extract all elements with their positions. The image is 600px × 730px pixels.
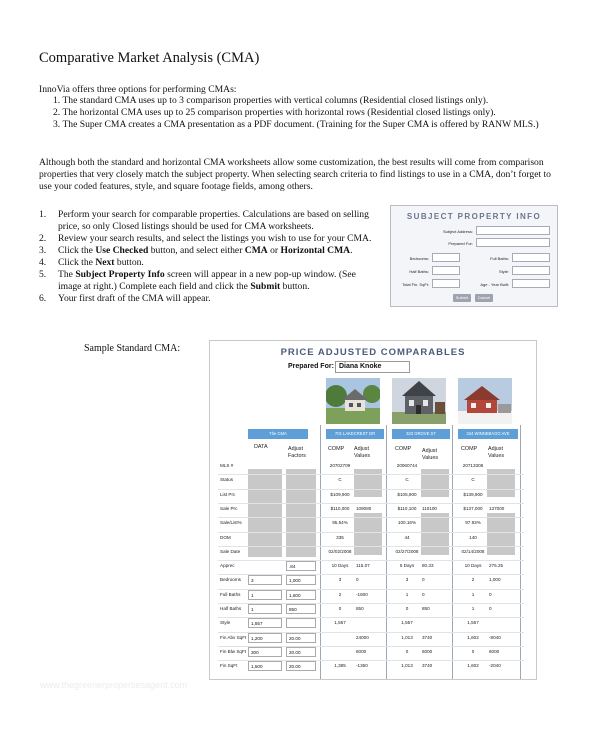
adjust-value: 115.07 [356,563,370,569]
column-header: 701 LAKECREST DR [326,429,384,439]
step-emphasis: Submit [250,281,281,292]
comp-value: 3 [338,577,342,583]
comp-value: $109,900 [330,491,350,497]
step-text: Your first draft of the CMA will appear. [58,293,211,304]
adjust-value: 3740 [422,634,433,640]
field-label: Subject Address: [442,229,473,234]
option-number: 2. [53,107,61,118]
disabled-area [248,469,282,557]
adjust-value: 137000 [489,505,505,511]
field-label: Full Baths: [490,256,509,261]
option-text: The standard CMA uses up to 3 comparison properties with vertical columns (Residential closed listings only). [62,95,489,106]
row-label: MLS # [220,463,234,468]
step-emphasis: Subject Property Info [75,269,165,280]
body-paragraph: Although both the standard and horizontal CMA worksheets allow some customization, the best results will come from comparison properties that very closely match the subject property. When selecting search criteria to find listings to use in a CMA, don’t forget to use your coded features, style, and square footage fields, among others. [39,157,551,192]
comp-value: 3 [405,577,409,583]
field-label: Total Fin. SqFt: [402,282,429,287]
house-photo [392,378,446,424]
comp-value: $137,000 [463,505,483,511]
comp-value: 20702709 [329,463,351,468]
adjust-value: 0 [422,591,425,597]
comparables-header: PRICE ADJUSTED COMPARABLES [280,347,466,358]
adjust-factor-cell[interactable]: 20.00 [286,661,316,671]
option-number: 3. [53,119,61,130]
comp-value: 335 [336,534,344,540]
comp-value: 140 [469,534,477,540]
disabled-area [286,469,316,557]
row-divider [218,532,524,533]
field-label: Half Baths: [409,269,429,274]
subject-data-cell[interactable]: 1,557 [248,618,282,628]
adjust-value: 6000 [489,648,500,654]
row-label: Bedrooms [220,577,241,583]
steps-list [39,209,379,305]
comp-value: $110,000 [330,505,350,511]
adjust-factor-cell[interactable]: 850 [286,604,316,614]
column-header: 324 WINNEBAGO AVE [458,429,518,439]
comp-value: 02/02/2008 [328,548,352,554]
step-text: The [58,269,76,280]
row-label: Half Baths [220,606,242,611]
column-divider [320,425,321,679]
comp-value: 1,557 [334,620,346,626]
comp-value: 1 [471,606,475,611]
adjust-value: -1600 [356,591,368,597]
option-item [39,119,559,131]
subhead-adjust-values: Adjust Values [422,448,439,461]
comp-value: 20060744 [396,463,418,468]
age-year-built-field[interactable] [512,279,550,288]
comp-value: 02/27/2008 [395,548,419,554]
adjust-value: 850 [422,606,430,611]
adjust-value: 0 [489,591,492,597]
adjust-value: 1,000 [489,577,501,583]
row-divider [218,503,524,504]
comp-value: 10 Days [464,563,482,569]
comp-value: 1,557 [467,620,479,626]
comp-value: 95.95 [334,677,346,680]
step-number: 3. [39,245,47,256]
column-divider [452,425,453,679]
bedrooms-field[interactable] [432,253,460,262]
step-text: Perform your search for comparable properties. Calculations are based on selling price, so only Closed listings should be used for CMA worksheets. [58,209,369,232]
field-label: Style: [498,269,509,274]
step-text: button. [114,257,144,268]
adjust-value: 0 [489,606,492,611]
comp-value: 85.52 [467,677,479,680]
column-header: 333 GROVE ST [392,429,450,439]
comp-value: $105,900 [397,491,417,497]
adjust-value: 850 [356,606,364,611]
comp-value: C [471,477,475,483]
disabled-area [487,513,515,555]
comp-value: 97.93% [465,520,481,526]
subject-data-cell[interactable]: 300 [248,647,282,657]
comp-value: $139,900 [463,491,483,497]
row-label: Sale/List% [220,520,242,526]
step-emphasis: CMA [244,245,268,256]
adjust-value: 109080 [356,505,372,511]
row-divider [218,560,524,561]
step-item [39,245,379,257]
adjust-factor-cell[interactable]: 20.00 [286,633,316,643]
subhead-adjust-values: Adjust Values [488,446,505,459]
comp-value: 0 [405,606,409,611]
comp-value: 1,602 [467,663,479,669]
step-item [39,293,379,305]
row-divider [218,517,524,518]
adjust-value: 6000 [356,648,367,654]
subhead-adjust-values: Adjust Values [354,446,371,459]
comp-value: 100.65 [399,677,415,680]
step-text: Click the [58,245,96,256]
adjust-value: 3740 [422,663,433,669]
subject-data-cell[interactable]: 1 [248,590,282,600]
row-label: Fin SqFt [220,663,238,669]
disabled-area [354,513,382,555]
disabled-area [487,469,515,497]
adjust-value: -8040 [489,634,501,640]
option-text: The Super CMA creates a CMA presentation as a PDF document. (Training for the Super CMA is offered by RANW MLS.) [62,119,539,130]
step-number: 4. [39,257,47,268]
field-label: Prepared For: [448,241,473,246]
subject-data-cell[interactable]: 3 [248,575,282,585]
sample-cma-label: Sample Standard CMA: [84,343,181,354]
price-adjusted-comparables-sheet [209,340,537,680]
comp-value: 2 [338,591,342,597]
column-divider [386,425,387,679]
disabled-area [354,469,382,497]
step-emphasis: Use Checked [95,245,149,256]
step-item [39,233,379,245]
row-label: Status [220,477,234,483]
option-item [39,107,559,119]
option-item [39,95,559,107]
comp-value: C [405,477,409,483]
adjust-value: 110100 [422,505,437,511]
intro-text: InnoVia offers three options for performing CMAs: [39,84,237,95]
comp-value: 0 [471,648,475,654]
page-title: Comparative Market Analysis (CMA) [39,50,260,66]
step-emphasis: Horizontal CMA [280,245,351,256]
step-text: or [267,245,281,256]
subject-address-field[interactable] [476,226,550,235]
subject-data-cell[interactable]: 1,500 [248,661,282,671]
option-number: 1. [53,95,61,106]
adjust-value: -2040 [489,663,501,669]
comp-value: 95.54% [332,520,348,526]
step-item [39,257,379,269]
row-label: Fin Blw SqFt [220,648,247,654]
field-label: Bedrooms: [409,256,429,261]
comp-value: C [338,477,342,483]
comp-value: 0 [338,606,342,611]
comp-value: 100.16% [397,520,417,526]
adjust-value: 0 [422,577,425,583]
prepared-for-label: Prepared For: [288,363,334,370]
subhead-comp: COMP [395,446,412,452]
step-text: Click the [58,257,96,268]
subhead-comp: COMP [328,446,345,452]
column-header: The CMA [248,429,308,439]
comp-value: 0 [405,648,409,654]
row-label: Fin Abv SqFt [220,634,247,640]
row-label: Full Baths [220,591,241,597]
submit-button[interactable]: Submit [453,294,471,302]
row-label: DOM [220,534,231,540]
total-fin-sqft-field[interactable] [432,279,460,288]
row-divider [218,546,524,547]
step-number: 6. [39,293,47,304]
disabled-area [421,469,449,497]
step-item [39,269,379,293]
step-text: screen will appear in a new pop-up window. (See image at right.) Complete each field and click the [58,269,356,292]
dialog-header: SUBJECT PROPERTY INFO [406,212,542,221]
comp-value: 2 [471,577,475,583]
step-number: 1. [39,209,47,220]
comp-value: 1,013 [401,663,413,669]
adjust-factor-cell[interactable]: 1,600 [286,590,316,600]
step-text: button, and select either [148,245,245,256]
prepared-for-field[interactable] [476,238,550,247]
adjust-factor-cell[interactable]: .84 [286,561,316,571]
row-divider [218,489,524,490]
comp-value: 1,013 [401,634,413,640]
comp-value: 1 [471,591,475,597]
adjust-factor-cell[interactable]: 1,000 [286,575,316,585]
style-field[interactable] [512,266,550,275]
adjust-factor-cell[interactable]: 20.00 [286,647,316,657]
adjust-value: 0 [356,577,359,583]
adjust-value: 6000 [422,648,433,654]
comp-value: 02/14/2008 [461,548,485,554]
step-emphasis: Next [95,257,115,268]
adjust-factor-cell[interactable] [286,618,316,628]
comp-value: 1,602 [467,634,479,640]
comp-value: 1,385 [334,663,346,669]
step-text: button. [280,281,310,292]
step-text: Review your search results, and select the listings you wish to use for your CMA. [58,233,372,244]
subhead-adjust-factors: Adjust Factors [288,446,306,459]
adjust-value: 80.33 [422,563,434,569]
comp-value: 5 Days [399,563,415,569]
row-label: List Prc [220,491,236,497]
comp-value: 1,557 [401,620,413,626]
comp-value: 20713308 [462,463,484,468]
subject-data-cell[interactable]: 1,200 [248,633,282,643]
step-number: 2. [39,233,47,244]
comp-value: $110,100 [397,505,417,511]
field-label: Age - Year Built: [480,282,509,287]
options-list [39,95,559,131]
option-text: The horizontal CMA uses up to 25 comparison properties with horizontal rows (Residential closed listings only). [62,107,496,118]
disabled-area [421,513,449,555]
half-baths-field[interactable] [432,266,460,275]
watermark: www.thegreenerpropertiesagent.com [40,680,188,690]
adjust-value: -1360 [356,663,368,669]
step-number: 5. [39,269,47,280]
house-photo [326,378,380,424]
comp-value: 10 Days [331,563,349,569]
full-baths-field[interactable] [512,253,550,262]
comp-value: 44 [404,534,410,540]
subject-data-cell[interactable]: 1 [248,604,282,614]
subhead-comp: COMP [461,446,478,452]
step-text: . [350,245,353,256]
adjust-value: 24000 [356,634,369,640]
row-label: Apprec [220,563,235,569]
adjust-value: 275.25 [489,563,504,569]
step-item [39,209,379,233]
row-divider [218,474,524,475]
subhead-data: DATA [254,444,268,450]
house-photo [458,378,512,424]
comp-value: 1 [405,591,409,597]
row-label: Style [220,620,231,626]
cancel-button[interactable]: Cancel [475,294,493,302]
row-label: Sale Prc [220,505,238,511]
prepared-for-value: Diana Knoke [335,361,410,373]
column-divider [520,425,521,679]
row-label: Sale Date [220,548,241,554]
subject-property-info-dialog [390,205,558,307]
